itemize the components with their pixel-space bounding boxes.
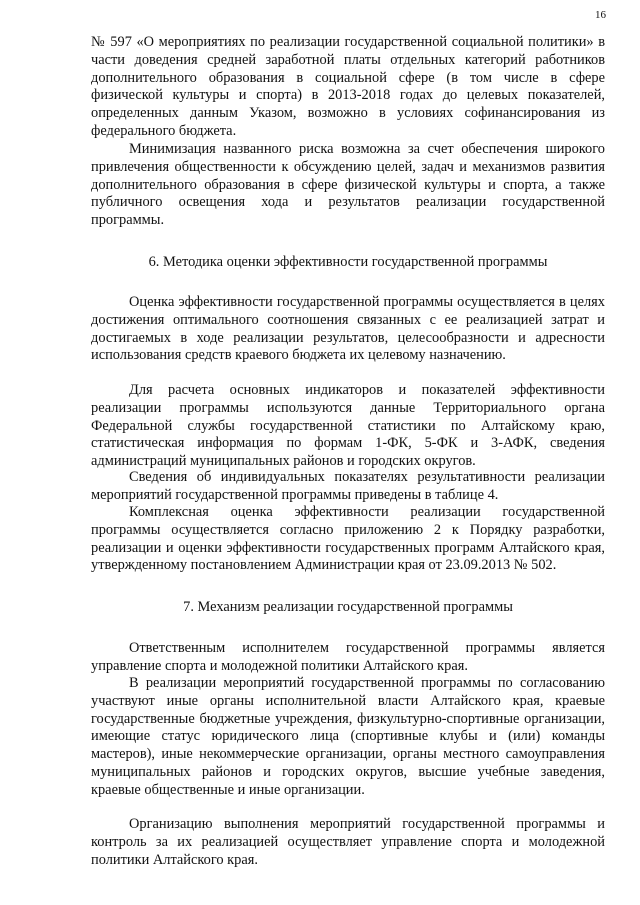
paragraph-control: Организацию выполнения мероприятий государственной программы и контроль за их реализацией осуществляет управление спорта и молодежной политики Алтайского края.	[91, 816, 605, 868]
section-heading-7: 7. Механизм реализации государственной программы	[183, 599, 513, 615]
paragraph-participants: В реализации мероприятий государственной программы по согласованию участвуют иные органы исполнительной власти Алтайского края, краевые государственные бюджетные учреждения, физкультурно-спортивные организации, имеющие статус юридического лица (спортивные клубы и (или) команды мастеров), иные некоммерческие организации, органы местного самоуправления муниципальных районов и городских округов, высшие учебные заведения, краевые общественные и иные организации.	[91, 675, 605, 798]
paragraph-decree-continuation: № 597 «О мероприятиях по реализации государственной социальной политики» в части доведения средней заработной платы отдельных категорий работников дополнительного образования в социальной сфере (в том числе в сфере физической культуры и спорта) в 2013-2018 годах до целевых показателей, определенных данным Указом, возможно в условиях софинансирования из федерального бюджета.	[91, 34, 605, 139]
paragraph-responsible-executor: Ответственным исполнителем государственной программы является управление спорта и молодежной политики Алтайского края.	[91, 640, 605, 674]
paragraph-risk-minimization: Минимизация названного риска возможна за счет обеспечения широкого привлечения общественности к обсуждению целей, задач и механизмов развития дополнительного образования в сфере физической культуры и спорта, а также публичного освещения хода и результатов реализации государственной программы.	[91, 141, 605, 229]
page-number: 16	[595, 9, 606, 21]
paragraph-efficiency-assessment: Оценка эффективности государственной программы осуществляется в целях достижения оптимального соотношения связанных с ее реализацией затрат и достигаемых в ходе реализации результатов, целесообразности и адресности использования средств краевого бюджета их целевому назначению.	[91, 294, 605, 364]
paragraph-individual-indicators: Сведения об индивидуальных показателях результативности реализации мероприятий государственной программы приведены в таблице 4.	[91, 469, 605, 503]
paragraph-complex-assessment: Комплексная оценка эффективности реализации государственной программы осуществляется согласно приложению 2 к Порядку разработки, реализации и оценки эффективности государственных программ Алтайского края, утвержденному постановлением Администрации края от 23.09.2013 № 502.	[91, 504, 605, 574]
section-heading-6: 6. Методика оценки эффективности государственной программы	[148, 254, 548, 270]
paragraph-indicators-sources: Для расчета основных индикаторов и показателей эффективности реализации программы используются данные Территориального органа Федеральной службы государственной статистики по Алтайскому краю, статистическая информация по формам 1-ФК, 5-ФК и 3-АФК, сведения администраций муниципальных районов и городских округов.	[91, 382, 605, 470]
